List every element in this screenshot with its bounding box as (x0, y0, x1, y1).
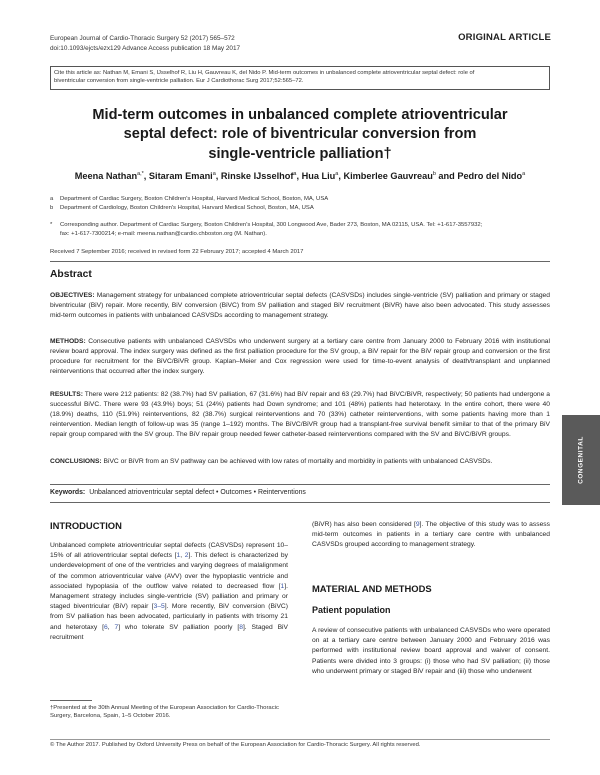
text-run: (BiVR) has also been considered [ (312, 521, 416, 528)
correspondence-line-1: Corresponding author. Department of Cardiac Surgery, Boston Children's Hospital, 300 Longwood Ave, Bader 273, Boston, MA 02115, USA. Tel: +1-617-3557932; (60, 222, 483, 228)
side-tab-label: CONGENITAL (577, 436, 585, 484)
author-list (50, 171, 550, 181)
author-affiliation-mark: a (335, 171, 339, 177)
divider (50, 261, 550, 262)
objectives-text: Management strategy for unbalanced complete atrioventricular septal defects (CASVSDs) includes single-ventricle (SV) palliation and primary or staged biventricular (BiV) repair. More recently, BiV conversion (BiVC) from SV palliation and staged BiV recruitment (BiVR) have also been advocated. This study assesses mid-term outcomes in patients with unbalanced CASVSDs according to management strategy. (50, 292, 550, 319)
author-name: , Hua Liu (296, 171, 336, 182)
divider (50, 739, 550, 740)
affiliation-b (50, 204, 314, 212)
reference-link[interactable]: 7 (114, 623, 119, 631)
abstract-heading: Abstract (50, 269, 92, 280)
author-name: , Sitaram Emani (143, 171, 213, 182)
methods-text: Consecutive patients with unbalanced CASVSDs who underwent surgery at a tertiary care centre from January 2000 to February 2016 with institutional review board approval. The index surgery was defined as the first palliation procedure for the SV group, a BiV repair for the BiV repair group and conversion or the first procedure for recruitment for the BiVC/BiVR group. Kaplan–Meier and Cox regression were used for time-to-event analysis of death/transplant and unplanned reinterventions that occurred after the index surgery. (50, 338, 550, 375)
reference-link[interactable]: 6 (103, 623, 108, 631)
abstract-methods (50, 337, 550, 377)
text-run: ] who tolerate SV palliation poorly [ (118, 623, 240, 631)
keywords-text: Unbalanced atrioventricular septal defect • Outcomes • Reinterventions (89, 489, 306, 496)
methods-label: METHODS: (50, 338, 86, 345)
reference-link[interactable]: 1 (280, 582, 285, 590)
text-run: ]. The objective of this study was to assess mid-term outcomes in patients in a tertiary care centre with unbalanced CASVSDs grouped according to management strategy. (312, 521, 550, 549)
text-run: ]. Staged BiV recruitment (50, 623, 288, 641)
received-dates: Received 7 September 2016; received in revised form 22 February 2017; accepted 4 March 2017 (50, 249, 304, 255)
abstract-conclusions (50, 457, 550, 467)
affiliation-mark: a (50, 196, 54, 202)
methods-heading: MATERIAL AND METHODS (312, 583, 432, 594)
introduction-paragraph (50, 541, 288, 643)
patient-population-paragraph: A review of consecutive patients with unbalanced CASVSDs who were operated on at a tertiary care centre between January 2000 and February 2016 was performed with institutional review board approval and waiver of consent. Patients were divided into 3 groups: (i) those who had SV palliation; (ii) those who underwent primary or staged BiV repair and (iii) those who underwent (312, 627, 550, 675)
text-run: , (180, 552, 185, 560)
presentation-footnote: †Presented at the 30th Annual Meeting of the European Association for Cardio-Thoracic Surgery, Barcelona, Spain, 1–5 October 2016. (50, 705, 279, 720)
text-run: Unbalanced complete atrioventricular septal defects (CASVSDs) represent 10–15% of all atrioventricular septal defects [ (50, 542, 288, 560)
text-run: ]. More recently, BiV conversion (BiVC) from SV palliation has been advocated, particularly in patients with trisomy 21 and heterotaxy [ (50, 603, 288, 631)
author-name: , Kimberlee Gauvreau (338, 171, 433, 182)
affiliation-mark: b (50, 205, 54, 211)
results-label: RESULTS: (50, 391, 83, 398)
reference-link[interactable]: 8 (239, 623, 243, 631)
patient-population-subheading: Patient population (312, 605, 391, 615)
abstract-objectives (50, 291, 550, 321)
abstract-results (50, 390, 550, 440)
reference-link[interactable]: 9 (415, 521, 420, 528)
article-title (60, 106, 540, 164)
author-name: Meena Nathan (74, 171, 138, 182)
conclusions-label: CONCLUSIONS: (50, 458, 102, 465)
reference-link[interactable]: 2 (184, 552, 189, 560)
journal-citation-line: European Journal of Cardio-Thoracic Surgery 52 (2017) 565–572 (50, 35, 235, 42)
title-line-2: septal defect: role of biventricular conversion from (123, 126, 477, 143)
citation-line-1: Cite this article as: Nathan M, Emani S, IJsselhof R, Liu H, Gauvreau K, del Nido P. Mid-term outcomes in unbalanced complete atrioventricular septal defect: role of (54, 70, 475, 76)
journal-header (50, 34, 240, 53)
affiliation-text: Department of Cardiac Surgery, Boston Children's Hospital, Harvard Medical School, Boston, MA, USA (60, 196, 329, 202)
footnote-rule (50, 700, 92, 701)
title-line-3: single-ventricle palliation† (208, 145, 392, 162)
author-affiliation-mark: a,* (137, 171, 144, 177)
reference-link[interactable]: 1 (176, 552, 181, 560)
author-name: and Pedro del Nido (435, 171, 523, 182)
objectives-label: OBJECTIVES: (50, 292, 95, 299)
corresponding-author (50, 221, 550, 238)
section-side-tab (562, 415, 600, 505)
introduction-paragraph-continued (312, 520, 550, 551)
divider (50, 484, 550, 485)
title-line-1: Mid-term outcomes in unbalanced complete atrioventricular (92, 107, 508, 123)
author-affiliation-mark: b (432, 171, 436, 177)
author-affiliation-mark: a (212, 171, 216, 177)
article-type-label: ORIGINAL ARTICLE (458, 32, 551, 43)
results-text: There were 212 patients: 82 (38.7%) had SV palliation, 67 (31.6%) had BiV repair and 63 (29.7%) had BiVC/BiVR, respectively; 50 patients had undergone a successful BiVC. There were 93 (43.9%) boys; 51 (24%) patients had Down syndrome; and 101 (48%) patients had heterotaxy. In the entire cohort, there were 40 (18.9%) deaths, 110 (51.9%) reinterventions, 82 (38.7%) surgical reinterventions and 70 (33%) catheter reinterventions, with some patients having more than 1 reintervention. Median length of follow-up was 35 (range 1–192) months. The BiVC/BiVR group had a transplant-free survival benefit similar to that of the primary BiV repair group compared with the SV group. The BiV repair group needed fewer catheter-based reinterventions compared with the SV and BiVC/BiVR groups. (50, 391, 550, 438)
copyright-notice: © The Author 2017. Published by Oxford University Press on behalf of the European Association for Cardio-Thoracic Surgery. All rights reserved. (50, 742, 421, 748)
reference-link[interactable]: 3–5 (153, 603, 165, 611)
affiliation-text: Department of Cardiology, Boston Children's Hospital, Harvard Medical School, Boston, MA, USA (60, 205, 314, 211)
text-run: , (107, 623, 115, 631)
text-run: ]. Management strategy includes single-ventricle (SV) palliation and primary or staged biventricular (BiV) repair [ (50, 582, 288, 611)
keywords-label: Keywords: (50, 489, 86, 496)
divider (50, 502, 550, 503)
correspondence-line-2: fax: +1-617-7300214; e-mail: meena.nathan@cardio.chboston.org (M. Nathan). (60, 230, 267, 237)
citation-box (50, 66, 550, 90)
doi-line: doi:10.1093/ejcts/ezx129 Advance Access publication 18 May 2017 (50, 44, 241, 52)
introduction-heading: INTRODUCTION (50, 520, 122, 531)
keywords (50, 489, 306, 496)
author-affiliation-mark: a (293, 171, 297, 177)
correspondence-mark: * (50, 222, 53, 228)
text-run: ]. This defect is characterized by underdevelopment of one of the ventricles and varying degrees of malalignment of the common atrioventricular valve (AVV) over the hypoplastic ventricle and associated hypoplasia of the outflow valve related to decreased flow [ (50, 552, 288, 590)
affiliation-a (50, 195, 328, 203)
conclusions-text: BiVC or BiVR from an SV pathway can be achieved with low rates of mortality and morbidity in patients with unbalanced CASVSDs. (103, 458, 493, 465)
author-affiliation-mark: a (522, 171, 526, 177)
citation-line-2: biventricular conversion from single-ventricle palliation. Eur J Cardiothorac Surg 2017;52:565–72. (54, 78, 304, 85)
author-name: , Rinske IJsselhof (215, 171, 294, 182)
